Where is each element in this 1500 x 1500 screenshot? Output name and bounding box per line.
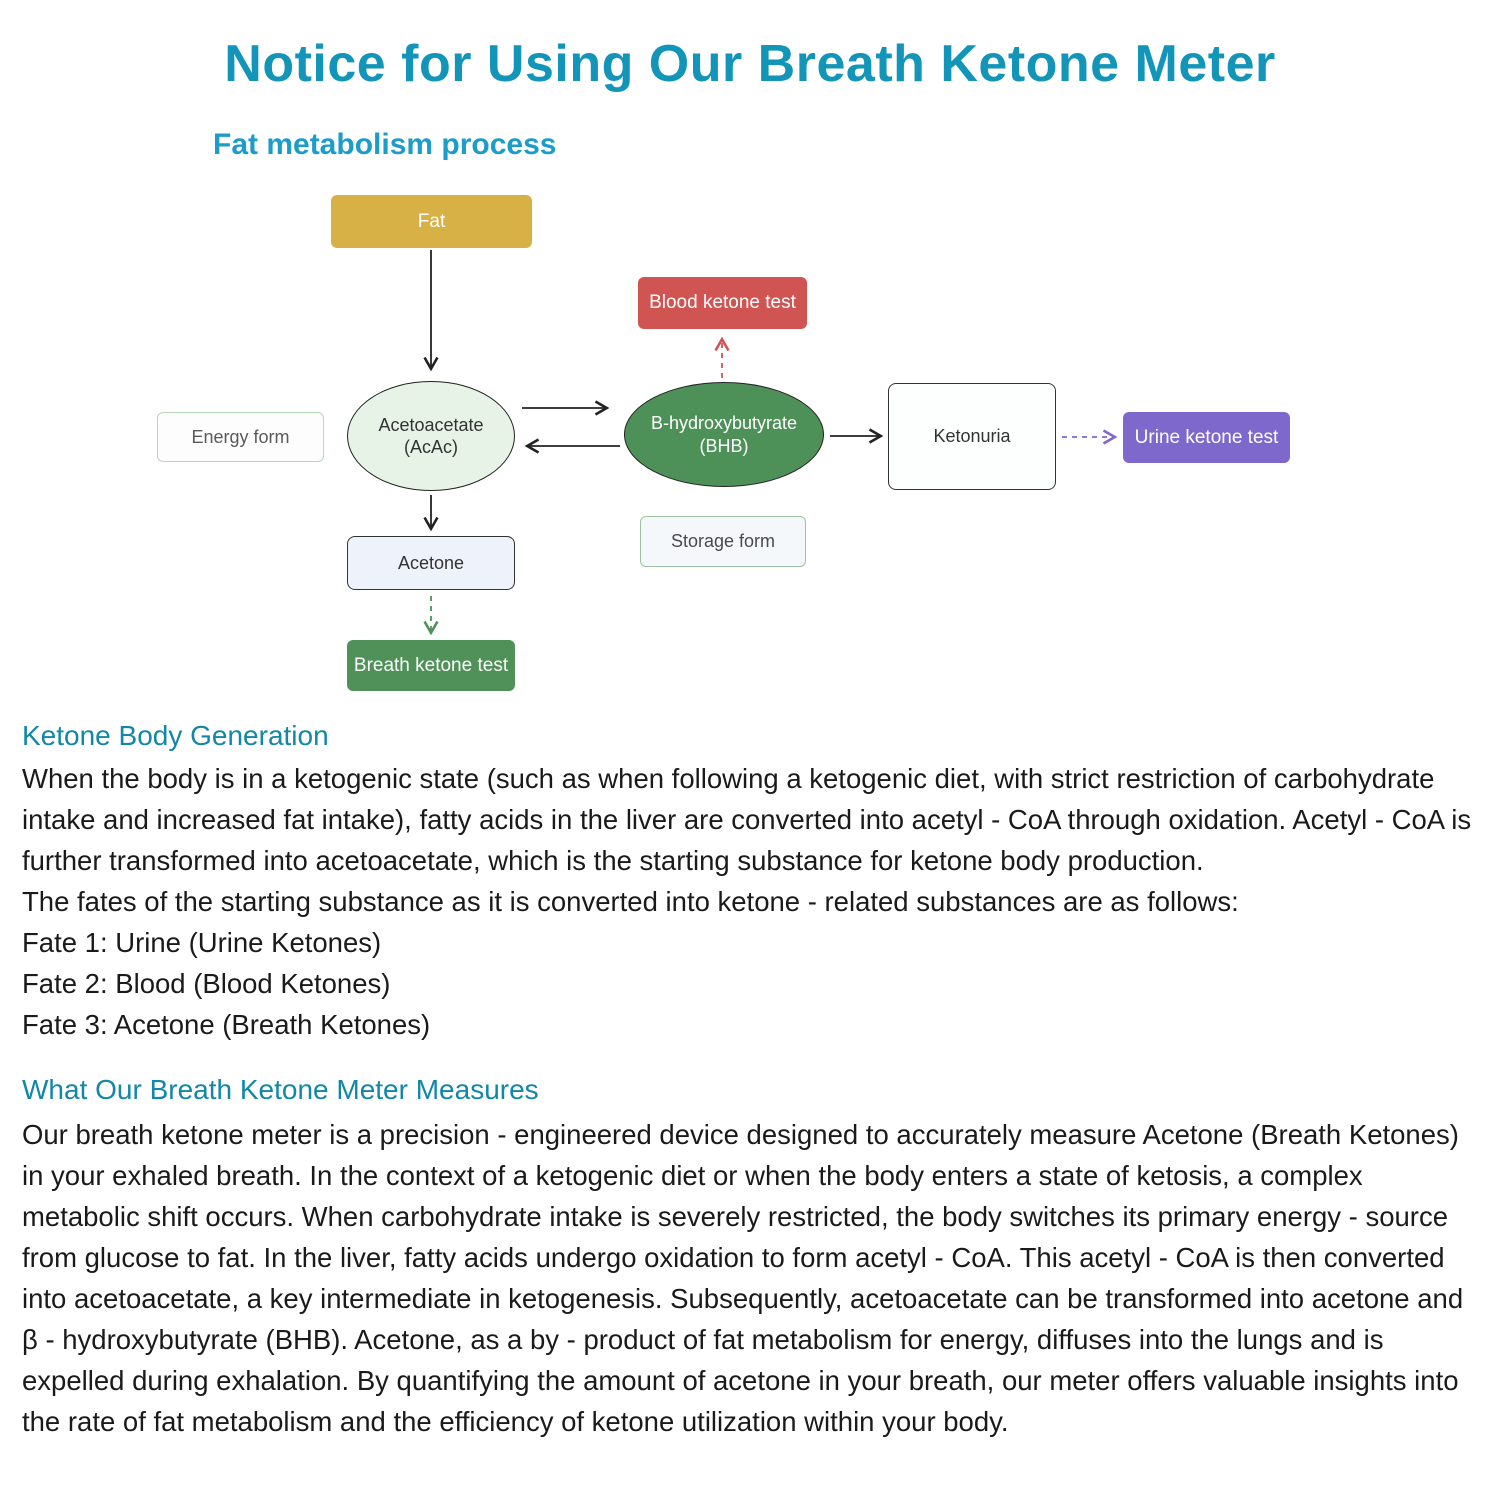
node-urine-ketone-test <box>1123 412 1290 463</box>
node-energy-form <box>157 412 324 462</box>
section-heading-ketone-body-generation: Ketone Body Generation <box>22 720 329 751</box>
node-blood-ketone-test <box>638 277 807 329</box>
fate-line-2: Fate 2: Blood (Blood Ketones) <box>22 968 391 999</box>
node-fat-label: Fat <box>417 210 446 232</box>
paragraph: When the body is in a ketogenic state (such as when following a ketogenic diet, with strict restriction of carbohydrate intake and increased fat intake), fatty acids in the liver are converted into acetyl - CoA through oxidation. Acetyl - CoA is further transformed into acetoacetate, which is the starting substance for ketone body production. <box>22 763 1472 876</box>
node-acetone-label: Acetone <box>397 552 465 573</box>
node-blood-ketone-test-label: Blood ketone test <box>649 292 796 314</box>
node-urine-ketone-test-label: Urine ketone test <box>1134 426 1279 448</box>
paragraph: The fates of the starting substance as it is converted into ketone - related substances are as follows: <box>22 886 1239 917</box>
page-title: Notice for Using Our Breath Ketone Meter <box>224 35 1276 93</box>
node-breath-ketone-test-label: Breath ketone test <box>353 654 509 676</box>
node-acetoacetate-label-line1: Acetoacetate <box>378 414 484 435</box>
diagram-subtitle: Fat metabolism process <box>213 128 557 161</box>
section-body-what-meter-measures <box>22 1114 1480 1442</box>
section-heading-what-meter-measures: What Our Breath Ketone Meter Measures <box>22 1074 539 1105</box>
node-ketonuria-label: Ketonuria <box>933 426 1011 447</box>
node-acetoacetate-label-line2: (AcAc) <box>404 437 458 457</box>
node-ketonuria <box>888 383 1056 490</box>
node-storage-form <box>640 516 806 567</box>
node-energy-form-label: Energy form <box>191 426 290 447</box>
node-bhb <box>624 382 824 487</box>
node-acetoacetate <box>347 381 515 491</box>
section-body-ketone-body-generation <box>22 758 1480 1045</box>
node-fat <box>331 195 532 248</box>
fate-line-1: Fate 1: Urine (Urine Ketones) <box>22 927 382 958</box>
node-bhb-label-line1: B-hydroxybutyrate <box>650 413 798 433</box>
paragraph: Our breath ketone meter is a precision - engineered device designed to accurately measure Acetone (Breath Ketones) in your exhaled breath. In the context of a ketogenic diet or when the body enters a state of ketosis, a complex metabolic shift occurs. When carbohydrate intake is severely restricted, the body switches its primary energy - source from glucose to fat. In the liver, fatty acids undergo oxidation to form acetyl - CoA. This acetyl - CoA is then converted into acetoacetate, a key intermediate in ketogenesis. Subsequently, acetoacetate can be transformed into acetone and β - hydroxybutyrate (BHB). Acetone, as a by - product of fat metabolism for energy, diffuses into the lungs and is expelled during exhalation. By quantifying the amount of acetone in your breath, our meter offers valuable insights into the rate of fat metabolism and the efficiency of ketone utilization within your body. <box>22 1119 1464 1437</box>
node-storage-form-label: Storage form <box>670 531 776 552</box>
node-acetone <box>347 536 515 590</box>
fate-line-3: Fate 3: Acetone (Breath Ketones) <box>22 1009 431 1040</box>
node-breath-ketone-test <box>347 640 515 691</box>
node-bhb-label-line2: (BHB) <box>699 435 749 456</box>
